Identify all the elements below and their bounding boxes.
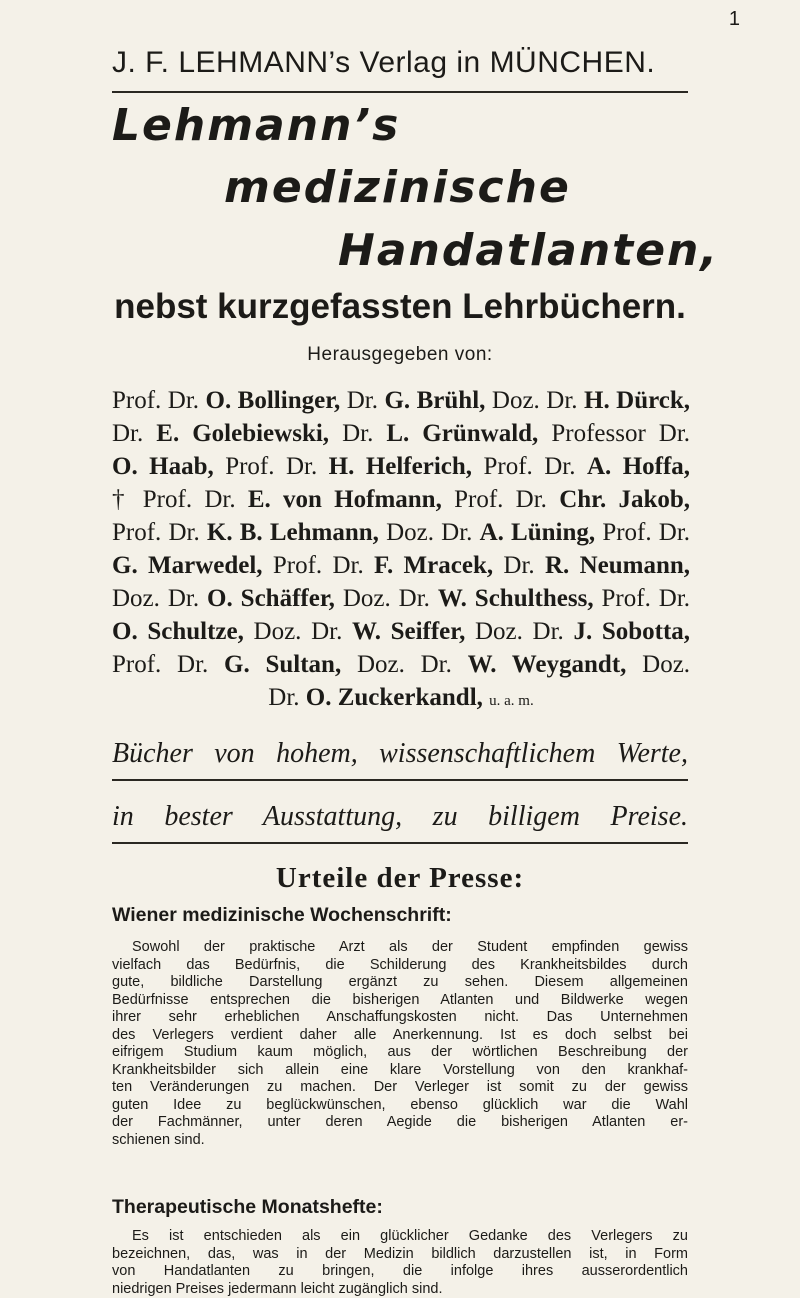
review-line: Es ist entschieden als ein glücklicher Gedanke des Verlegers zu (112, 1228, 688, 1246)
review-line: bezeichnen, das, was in der Medizin bildlich darzustellen ist, in Form (112, 1246, 688, 1264)
editor-line: O. Haab, Prof. Dr. H. Helferich, Prof. Dr. A. Hoffa, (112, 450, 690, 483)
slogan-underline (112, 779, 688, 781)
title-line-3: Handatlanten, (338, 225, 719, 276)
review-line: von Handatlanten zu bringen, die infolge ihres ausserordentlich (112, 1263, 688, 1281)
slogan-line-1: Bücher von hohem, wissenschaftlichem Werte, (112, 738, 688, 770)
slogan-line-2: in bester Ausstattung, zu billigem Preise. (112, 801, 688, 833)
editor-line: Dr. O. Zuckerkandl, u. a. m. (112, 681, 690, 718)
editor-line: Prof. Dr. O. Bollinger, Dr. G. Brühl, Doz. Dr. H. Dürck, (112, 384, 690, 417)
review-text (112, 1228, 688, 1298)
review-line: Krankheitsbilder sich allein eine klare Vorstellung von den krankhaf- (112, 1062, 688, 1080)
editor-line: Prof. Dr. K. B. Lehmann, Doz. Dr. A. Lüning, Prof. Dr. (112, 516, 690, 549)
editor-line: Doz. Dr. O. Schäffer, Doz. Dr. W. Schulthess, Prof. Dr. (112, 582, 690, 615)
review-line: vielfach das Bedürfnis, die Schilderung des Krankheitsbildes durch (112, 957, 688, 975)
editor-line: Prof. Dr. G. Sultan, Doz. Dr. W. Weygandt, Doz. (112, 648, 690, 681)
review-line: ten Veränderungen zu machen. Der Verleger ist somit zu der gewiss (112, 1079, 688, 1097)
title-line-2: medizinische (224, 162, 571, 213)
review-source: Therapeutische Monatshefte: (112, 1196, 383, 1219)
review-line: gute, bildliche Darstellung ergänzt zu sehen. Diesem allgemeinen (112, 974, 688, 992)
review-line: eifrigem Studium kaum möglich, aus der wörtlichen Beschreibung der (112, 1044, 688, 1062)
slogan-underline (112, 842, 688, 844)
review-line: niedrigen Preises jedermann leicht zugänglich sind. (112, 1281, 688, 1298)
review-line: Sowohl der praktische Arzt als der Student empfinden gewiss (112, 939, 688, 957)
title-divider (112, 91, 688, 93)
press-heading: Urteile der Presse: (0, 862, 800, 895)
page-number: 1 (729, 8, 740, 31)
review-line: schienen sind. (112, 1132, 688, 1150)
review-line: guten Idee zu beglückwünschen, ebenso glücklich war die Wahl (112, 1097, 688, 1115)
review-line: Bedürfnisse entsprechen die bisherigen Atlanten und Bildwerke wegen (112, 992, 688, 1010)
review-line: des Verlegers verdient daher alle Anerkennung. Ist es doch selbst bei (112, 1027, 688, 1045)
editor-line: † Prof. Dr. E. von Hofmann, Prof. Dr. Chr. Jakob, (112, 483, 690, 516)
publisher-line: J. F. LEHMANN’s Verlag in MÜNCHEN. (112, 46, 655, 80)
editor-line: Dr. E. Golebiewski, Dr. L. Grünwald, Professor Dr. (112, 417, 690, 450)
editor-list (112, 384, 690, 718)
review-line: der Fachmänner, unter deren Aegide die bisherigen Atlanten er- (112, 1114, 688, 1132)
editor-line: G. Marwedel, Prof. Dr. F. Mracek, Dr. R. Neumann, (112, 549, 690, 582)
review-text (112, 939, 688, 1149)
review-line: ihrer sehr erheblichen Anschaffungskosten nicht. Das Unternehmen (112, 1009, 688, 1027)
review-source: Wiener medizinische Wochenschrift: (112, 904, 452, 927)
editor-label: Herausgegeben von: (0, 344, 800, 366)
title-line-1: Lehmann’s (112, 100, 400, 151)
editor-line: O. Schultze, Doz. Dr. W. Seiffer, Doz. Dr. J. Sobotta, (112, 615, 690, 648)
subtitle: nebst kurzgefassten Lehrbüchern. (0, 287, 800, 327)
